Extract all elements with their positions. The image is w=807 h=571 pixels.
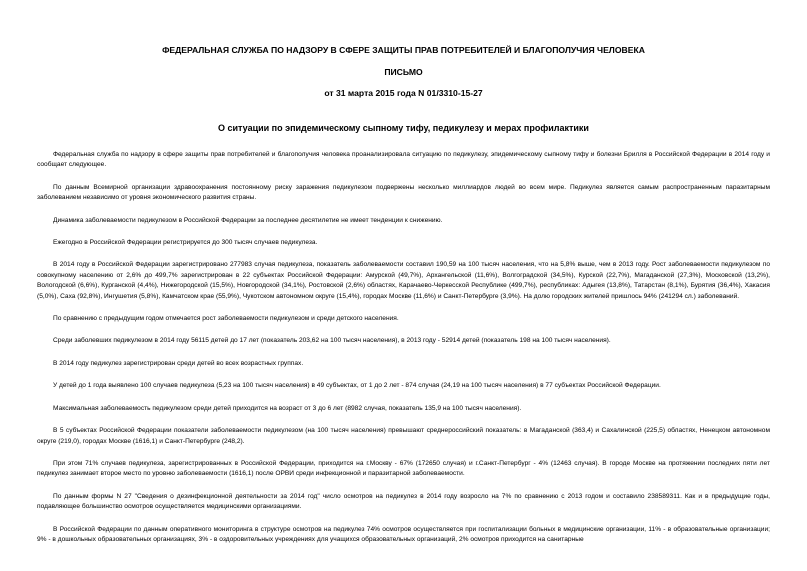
paragraph: По данным Всемирной организации здравоохранения постоянному риску заражения педикулезом подвержены несколько миллиардов людей во всем мире. Педикулез является самым распространенным паразитарным заболеванием независимо от уровня экономического развития страны. xyxy=(37,183,770,202)
paragraph: В Российской Федерации по данным оперативного мониторинга в структуре осмотров на педикулез 74% осмотров осуществляется при госпитализации больных в медицинские организации, 11% - в образовательные организации; 9% - в дошкольных образовательных организациях, 3% - в оздоровительных учреждениях для учащихся образовательных организаций, 2% осмотров приходится на санитарные xyxy=(37,525,770,543)
paragraph: Среди заболевших педикулезом в 2014 году 56115 детей до 17 лет (показатель 203,62 на 100 тысяч населения), в 2013 году - 52914 детей (показатель 198 на 100 тысяч населения). xyxy=(53,337,611,345)
paragraph: В 2014 году в Российской Федерации зарегистрировано 277983 случая педикулеза, показатель заболеваемости составил 190,59 на 100 тысяч населения, что на 5,8% выше, чем в 2013 году. Рост заболеваемости педикулезом по совокупному населению от 2,6% до 499,7% зарегистрирован в 22 субъектах Российской Федерации: Амурской (49,7%), Архангельской (11,6%), Волгоградской (34,5%), Курской (22,7%), Магаданской (27,3%), Московской (13,2%), Вологодской (6,6%), Курганской (4,4%), Нижегородской (15,5%), Новгородской (34,1%), Ростовской (2,6%) областях, Карачаево-Черкесской Республике (499,7%), республиках: Адыгея (13,8%), Татарстан (8,1%), Бурятия (36,4%), Хакасия (5,0%), Саха (92,8%), Ингушетия (5,8%), Камчатском крае (55,9%), Чукотском автономном округе (15,4%), городах Москве (11,6%) и Санкт-Петербурге (3,9%). На долю городских жителей пришлось 94% (241294 сл.) заболеваний. xyxy=(37,261,770,300)
document-type-heading: ПИСЬМО xyxy=(384,67,423,77)
paragraph: По данным формы N 27 "Сведения о дезинфекционной деятельности за 2014 год" число осмотров на педикулез в 2014 году возросло на 7% по сравнению с 2013 годом и составило 238589311. Как и в предыдущие годы, подавляющее большинство осмотров осуществляется медицинскими организациями. xyxy=(37,492,770,511)
paragraph: У детей до 1 года выявлено 100 случаев педикулеза (5,23 на 100 тысяч населения) в 49 субъектах, от 1 до 2 лет - 874 случая (24,19 на 100 тысяч населения) в 77 субъектах Российской Федерации. xyxy=(53,382,661,390)
paragraph: Максимальная заболеваемость педикулезом среди детей приходится на возраст от 3 до 6 лет (8982 случая, показатель 135,9 на 100 тысяч населения). xyxy=(53,404,522,412)
paragraph: Динамика заболеваемости педикулезом в Российской Федерации за последнее десятилетие не имеет тенденции к снижению. xyxy=(53,216,443,224)
paragraph: Ежегодно в Российской Федерации регистрируется до 300 тысяч случаев педикулеза. xyxy=(53,239,318,247)
paragraph: Федеральная служба по надзору в сфере защиты прав потребителей и благополучия человека проанализировала ситуацию по педикулезу, эпидемическому сыпному тифу и болезни Брилля в Российской Федерации в 2014 году и сообщает следующее. xyxy=(37,151,770,169)
paragraph: По сравнению с предыдущим годом отмечается рост заболеваемости педикулезом и среди детского населения. xyxy=(53,315,399,323)
paragraph: В 2014 году педикулез зарегистрирован среди детей во всех возрастных группах. xyxy=(53,359,304,367)
document-body xyxy=(37,150,770,557)
organization-heading: ФЕДЕРАЛЬНАЯ СЛУЖБА ПО НАДЗОРУ В СФЕРЕ ЗАЩИТЫ ПРАВ ПОТРЕБИТЕЛЕЙ И БЛАГОПОЛУЧИЯ ЧЕЛОВЕКА xyxy=(162,45,645,55)
paragraph: При этом 71% случаев педикулеза, зарегистрированных в Российской Федерации, приходится на г.Москву - 67% (172650 случая) и г.Санкт-Петербург - 4% (12463 случая). В городе Москве на протяжении последних пяти лет педикулез занимает второе место по уровню заболеваемости (1616,1) после ОРВИ среди инфекционной и паразитарной заболеваемости. xyxy=(37,459,770,478)
document-title: О ситуации по эпидемическому сыпному тифу, педикулезу и мерах профилактики xyxy=(218,123,589,133)
paragraph: В 5 субъектах Российской Федерации показатели заболеваемости педикулезом (на 100 тысяч населения) превышают среднероссийский показатель: в Магаданской (363,4) и Сахалинской (225,5) областях, Ненецком автономном округе (219,0), городах Москве (1616,1) и Санкт-Петербурге (248,2). xyxy=(37,427,770,445)
date-number-heading: от 31 марта 2015 года N 01/3310-15-27 xyxy=(324,88,483,98)
